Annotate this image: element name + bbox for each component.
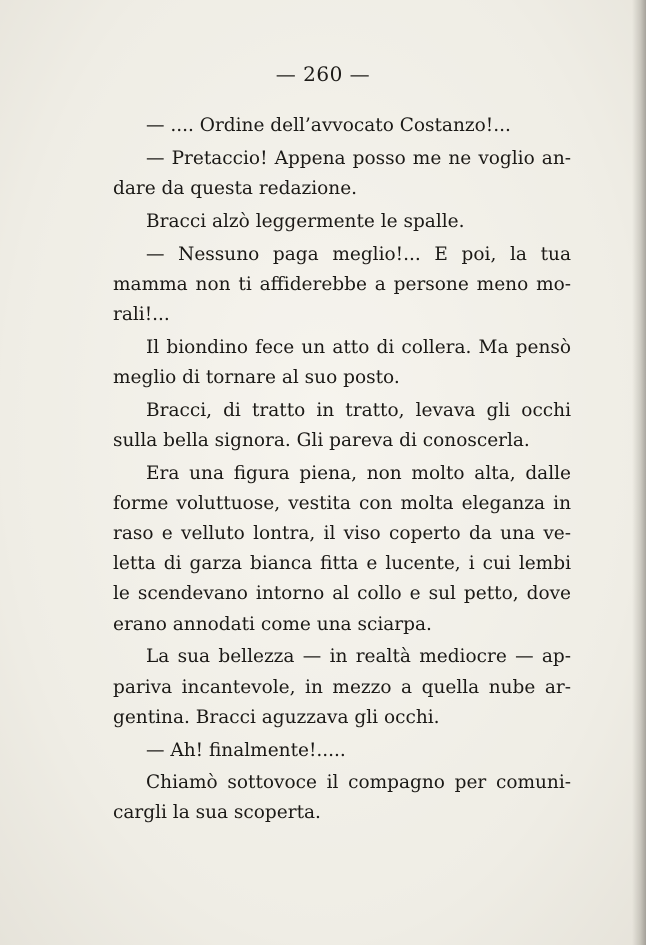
text-line: Chiamò sottovoce il compagno per comuni- [146, 772, 571, 794]
text-line: rali!... [113, 303, 170, 325]
text-line: le scendevano intorno al collo e sul petto, dove [113, 583, 571, 605]
text-line: Il biondino fece un atto di collera. Ma pensò [146, 336, 571, 358]
text-line: mamma non ti affiderebbe a persone meno mo- [113, 273, 571, 295]
text-line: — Nessuno paga meglio!... E poi, la tua [146, 243, 571, 265]
page-gutter-shadow [632, 0, 646, 945]
text-line: Bracci alzò leggermente le spalle. [146, 210, 465, 232]
text-line: Era una figura piena, non molto alta, dalle [146, 462, 571, 484]
text-line: forme voluttuose, vestita con molta eleganza in [113, 492, 571, 514]
text-line: erano annodati come una sciarpa. [113, 613, 432, 635]
text-line: meglio di tornare al suo posto. [113, 366, 400, 388]
text-line: pariva incantevole, in mezzo a quella nube ar- [113, 676, 571, 698]
text-line: — .... Ordine dell’avvocato Costanzo!... [146, 115, 511, 136]
text-line: sulla bella signora. Gli pareva di conoscerla. [113, 429, 530, 451]
text-line: Bracci, di tratto in tratto, levava gli occhi [146, 399, 571, 421]
text-line: — Pretaccio! Appena posso me ne voglio an- [146, 147, 571, 169]
text-line: — Ah! finalmente!..... [146, 739, 346, 761]
text-line: gentina. Bracci aguzzava gli occhi. [113, 706, 440, 728]
text-line: letta di garza bianca fitta e lucente, i cui lembi [113, 553, 571, 575]
text-line: cargli la sua scoperta. [113, 802, 321, 824]
page-number: — 260 — [275, 62, 371, 86]
text-line: dare da questa redazione. [113, 177, 358, 199]
text-line: La sua bellezza — in realtà mediocre — ap- [146, 646, 571, 668]
body-text [113, 111, 571, 829]
text-line: raso e velluto lontra, il viso coperto da una ve- [113, 523, 571, 544]
